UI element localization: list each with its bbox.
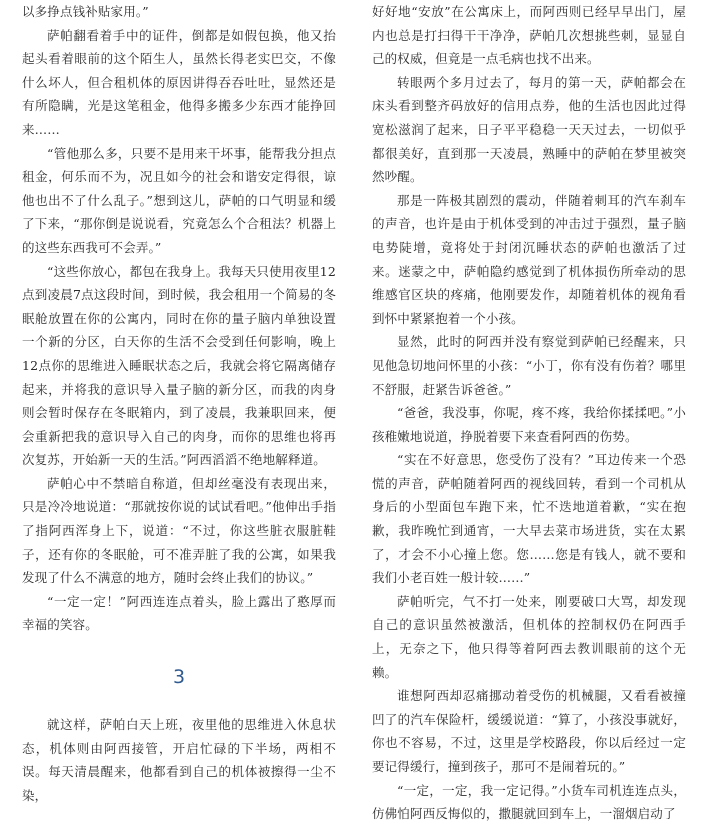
paragraph: 转眼两个多月过去了，每月的第一天，萨帕都会在床头看到整齐码放好的信用点券，他的生活也因此过得宽松滋润了起来，日子平平稳稳一天天过去，一切似乎都很美好，直到那一天凌晨，熟睡中的萨帕在梦里被突然吵醒。 xyxy=(372,74,686,185)
paragraph: “一定一定！”阿西连连点着头，脸上露出了憨厚而幸福的笑容。 xyxy=(22,593,336,633)
paragraph: 谁想阿西却忍痛挪动着受伤的机械腿，又看看被撞凹了的汽车保险杆，缓缓说道：“算了，小孩没事就好，你也不容易，不过，这里是学校路段，你以后经过一定要记得缓行，撞到孩子，那可不是闹着玩的。” xyxy=(372,688,686,774)
paragraph: 就这样，萨帕白天上班，夜里他的思维进入休息状态，机体则由阿西接管，开启忙碌的下半场，两相不误。每天清晨醒来，他都看到自己的机体被擦得一尘不染， xyxy=(22,717,336,803)
paragraph: “爸爸，我没事，你呢，疼不疼，我给你揉揉吧。”小孩稚嫩地说道，挣脱着要下来查看阿西的伤势。 xyxy=(372,405,686,444)
right-column xyxy=(372,0,686,826)
paragraph: “管他那么多，只要不是用来干坏事，能帮我分担点租金，何乐而不为，况且如今的社会和谐安定得很，谅他也出不了什么乱子。”想到这儿，萨帕的口气明显和缓了下来，“那你倒是说说看，究竟怎么个合租法？机器上的这些东西我可不会弄。” xyxy=(22,145,336,255)
left-column xyxy=(22,0,336,807)
chapter-heading: 3 xyxy=(172,666,186,689)
paragraph: 以多挣点钱补贴家用。” xyxy=(22,4,149,19)
paragraph: 萨帕翻看着手中的证件，倒都是如假包换，他又抬起头看着眼前的这个陌生人，虽然长得老实巴交，不像什么坏人，但合租机体的原因讲得吞吞吐吐，显然还是有所隐瞒，光是这笔租金，他得多搬多少东西才能挣回来…… xyxy=(22,27,336,137)
paragraph: “实在不好意思，您受伤了没有？”耳边传来一个恐慌的声音，萨帕随着阿西的视线回转，看到一个司机从身后的小型面包车跑下来，忙不迭地道着歉，“实在抱歉，我昨晚忙到通宵，一大早去菜市场进货，实在太累了，才会不小心撞上您。您……您是有钱人，就不要和我们小老百姓一般计较……” xyxy=(372,452,686,586)
paragraph: 萨帕心中不禁暗自称道，但却丝毫没有表现出来，只是冷冷地说道：“那就按你说的试试看吧。”他伸出手指了指阿西浑身上下，说道：“不过，你这些脏衣服脏鞋子，还有你的冬眠舱，可不准弄脏了我的公寓，如果我发现了什么不满意的地方，随时会终止我们的协议。” xyxy=(22,475,336,586)
paragraph: 萨帕听完，气不打一处来，刚要破口大骂，却发现自己的意识虽然被激活，但机体的控制权仍在阿西手上，无奈之下，他只得等着阿西去教训眼前的这个无赖。 xyxy=(372,593,686,680)
paragraph: 显然，此时的阿西并没有察觉到萨帕已经醒来，只见他急切地问怀里的小孩：“小丁，你有没有伤着？哪里不舒服，赶紧告诉爸爸。” xyxy=(372,334,686,397)
paragraph: “一定，一定，我一定记得。”小货车司机连连点头，仿佛怕阿西反悔似的，撒腿就回到车上，一溜烟启动了 xyxy=(372,782,686,822)
paragraph: 那是一阵极其剧烈的震动，伴随着刺耳的汽车刹车的声音，也许是由于机体受到的冲击过于强烈，量子脑电势陡增，竟将处于封闭沉睡状态的萨帕也激活了过来。迷蒙之中，萨帕隐约感觉到了机体损伤所牵动的思维感官区块的疼痛，他刚要发作，却随着机体的视角看到怀中紧紧抱着一个小孩。 xyxy=(372,192,686,326)
paragraph: “这些你放心，都包在我身上。我每天只使用夜里12点到凌晨7点这段时间，到时候，我会租用一个简易的冬眠舱放置在你的公寓内，同时在你的量子脑内单独设置一个新的分区，白天你的生活不会受到任何影响，晚上12点你的思维进入睡眠状态之后，我就会将它隔离储存起来，并将我的意识导入量子脑的新分区，而我的肉身则会暂时保存在冬眠箱内，到了凌晨，我兼职回来，便会重新把我的意识导入自己的肉身，而你的思维也将再次复苏，开始新一天的生活。”阿西滔滔不绝地解释道。 xyxy=(22,263,336,468)
paragraph: 好好地“安放”在公寓床上，而阿西则已经早早出门，屋内也总是打扫得干干净净，萨帕几次想挑些刺，显显自己的权威，但竟是一点毛病也找不出来。 xyxy=(372,4,686,67)
